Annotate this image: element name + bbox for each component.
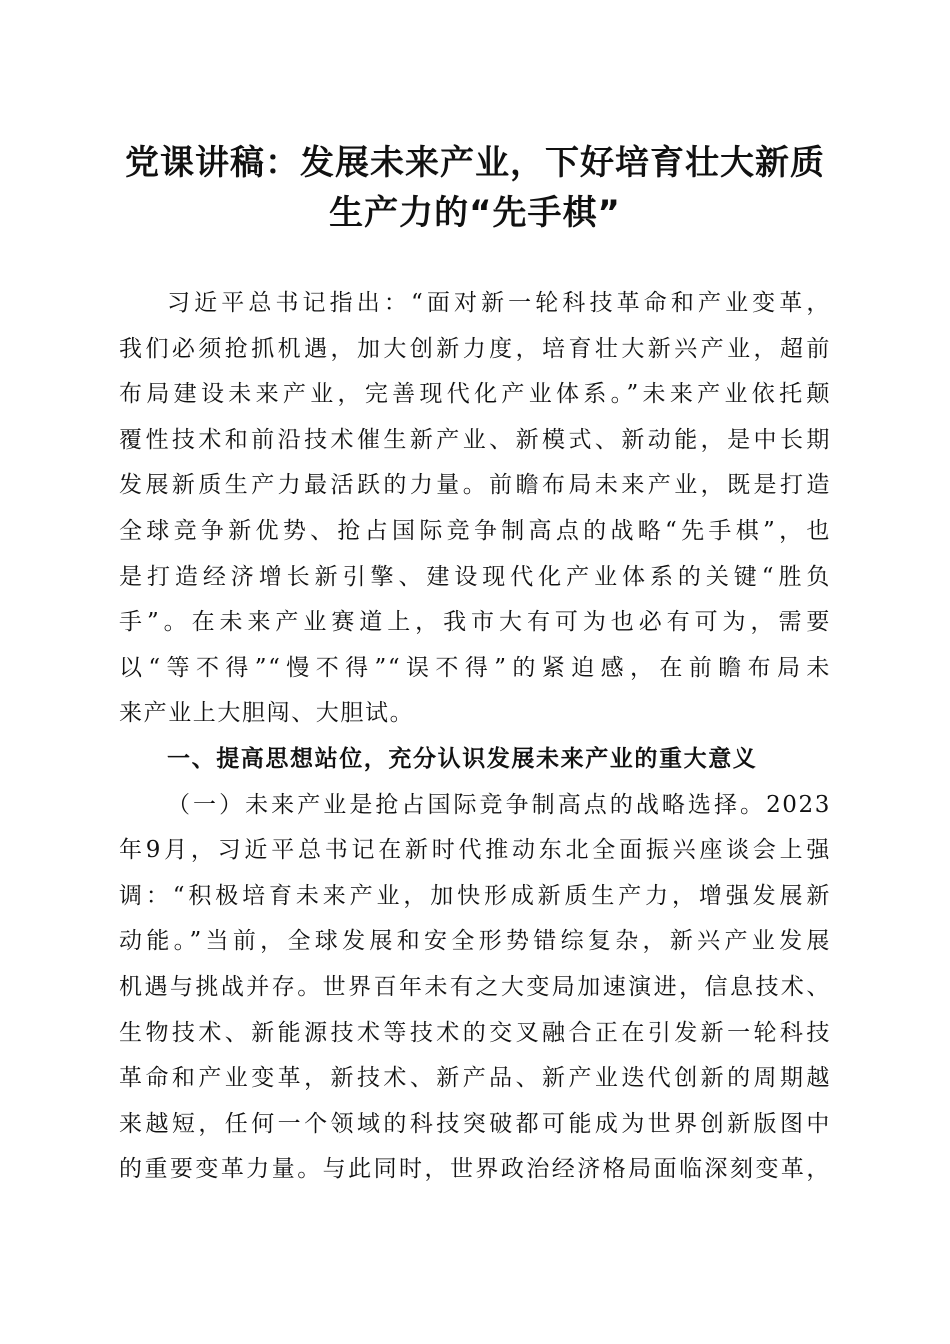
paragraph-1-line: 是打造经济增长新引擎、建设现代化产业体系的关键“胜负 — [119, 563, 831, 590]
paragraph-1-line: 我们必须抢抓机遇，加大创新力度，培育壮大新兴产业，超前 — [119, 335, 831, 362]
paragraph-1-line: 习近平总书记指出：“面对新一轮科技革命和产业变革， — [167, 290, 831, 316]
paragraph-1-line: 手”。在未来产业赛道上，我市大有可为也必有可为，需要 — [119, 609, 831, 636]
paragraph-1-line: 以“等不得”“慢不得”“误不得”的紧迫感，在前瞻布局未 — [119, 654, 831, 681]
document-body — [119, 281, 831, 1193]
title-line-1: 党课讲稿：发展未来产业，下好培育壮大新质 — [125, 143, 825, 183]
paragraph-1-line: 布局建设未来产业，完善现代化产业体系。”未来产业依托颠 — [119, 381, 831, 408]
paragraph-2-line: （一）未来产业是抢占国际竞争制高点的战略选择。2023 — [167, 791, 831, 818]
paragraph-1-line: 来产业上大胆闯、大胆试。 — [119, 700, 415, 727]
paragraph-2-line: 生物技术、新能源技术等技术的交叉融合正在引发新一轮科技 — [119, 1019, 831, 1046]
section-heading: 一、提高思想站位，充分认识发展未来产业的重大意义 — [167, 745, 758, 772]
paragraph-2-line: 动能。”当前，全球发展和安全形势错综复杂，新兴产业发展 — [119, 928, 831, 955]
paragraph-2-line: 的重要变革力量。与此同时，世界政治经济格局面临深刻变革， — [119, 1156, 831, 1183]
paragraph-2-line: 机遇与挑战并存。世界百年未有之大变局加速演进，信息技术、 — [119, 973, 831, 1000]
document-title — [100, 138, 850, 238]
paragraph-1-line: 覆性技术和前沿技术催生新产业、新模式、新动能，是中长期 — [119, 426, 831, 453]
paragraph-2-line: 来越短，任何一个领域的科技突破都可能成为世界创新版图中 — [119, 1110, 831, 1137]
paragraph-2-line: 调：“积极培育未来产业，加快形成新质生产力，增强发展新 — [119, 882, 831, 909]
paragraph-2-line: 革命和产业变革，新技术、新产品、新产业迭代创新的周期越 — [119, 1065, 831, 1092]
title-line-2: 生产力的“先手棋” — [329, 193, 621, 233]
paragraph-1-line: 全球竞争新优势、抢占国际竞争制高点的战略“先手棋”，也 — [119, 517, 831, 544]
paragraph-1-line: 发展新质生产力最活跃的力量。前瞻布局未来产业，既是打造 — [119, 472, 831, 499]
paragraph-2-line: 年9月，习近平总书记在新时代推动东北全面振兴座谈会上强 — [119, 837, 831, 864]
